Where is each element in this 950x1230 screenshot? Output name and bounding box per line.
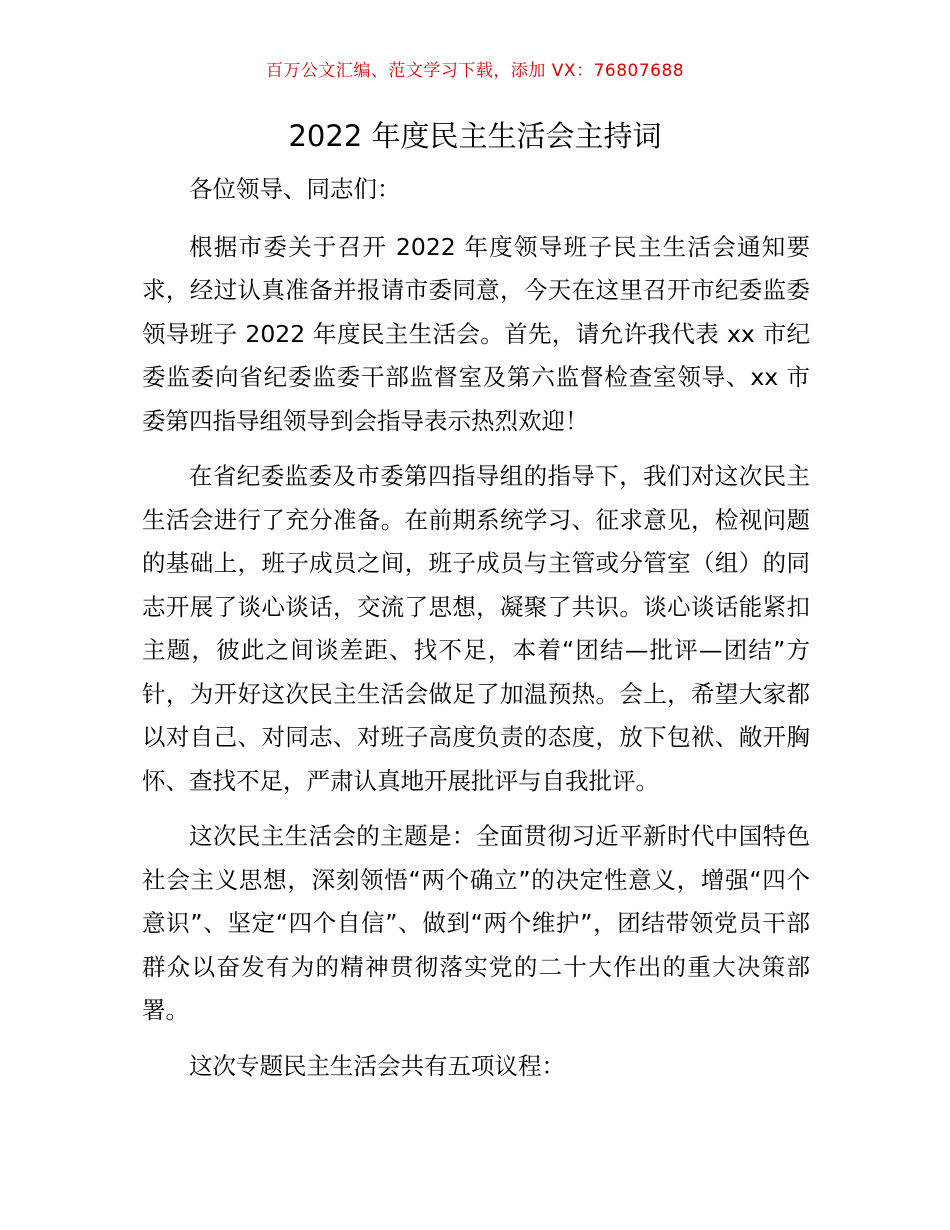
watermark-header: 百万公文汇编、范文学习下载，添加 VX：76807688 [265,61,685,81]
document-body [142,168,810,1100]
document-title: 2022 年度民主生活会主持词 [288,119,662,153]
paragraph-theme: 这次民主生活会的主题是：全面贯彻习近平新时代中国特色社会主义思想，深刻领悟“两个确立”的决定性意义，增强“四个意识”、坚定“四个自信”、做到“两个维护”，团结带领党员干部群众以奋发有为的精神贯彻落实党的二十大作出的重大决策部署。 [142,822,810,1024]
paragraph-agenda: 这次专题民主生活会共有五项议程： [189,1051,565,1080]
salutation: 各位领导、同志们： [189,175,401,203]
paragraph-opening: 根据市委关于召开 2022 年度领导班子民主生活会通知要求，经过认真准备并报请市委同意，今天在这里召开市纪委监委领导班子 2022 年度民主生活会。首先，请允许我代表 xx 市纪委监委向省纪委监委干部监督室及第六监督检查室领导、xx 市委第四指导组领导到会指导表示热烈欢迎！ [142,232,810,435]
paragraph-preparation: 在省纪委监委及市委第四指导组的指导下，我们对这次民主生活会进行了充分准备。在前期系统学习、征求意见，检视问题的基础上，班子成员之间，班子成员与主管或分管室（组）的同志开展了谈心谈话，交流了思想，凝聚了共识。谈心谈话能紧扣主题，彼此之间谈差距、找不足，本着“团结—批评—团结”方针，为开好这次民主生活会做足了加温预热。会上，希望大家都以对自己、对同志、对班子高度负责的态度，放下包袱、敞开胸怀、查找不足，严肃认真地开展批评与自我批评。 [142,462,810,795]
